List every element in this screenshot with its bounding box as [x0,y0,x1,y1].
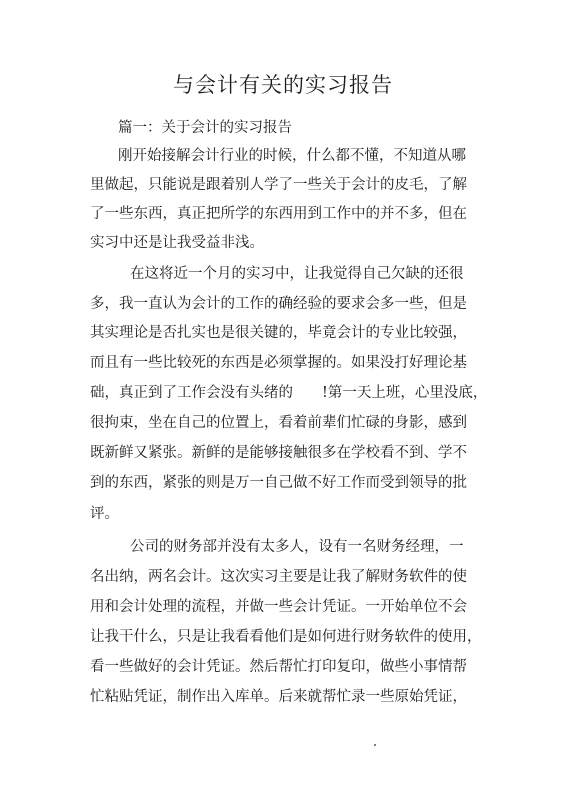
paragraph-line: 用和会计处理的流程，并做一些会计凭证。一开始单位不会 [90,599,467,615]
section-heading: 篇一：关于会计的实习报告 [118,120,292,136]
paragraph-line: 很拘束，坐在自己的位置上，看着前辈们忙碌的身影，感到 [90,415,467,431]
paragraph-line: 让我干什么，只是让我看看他们是如何进行财务软件的使用， [90,629,482,645]
paragraph-line: 公司的财务部并没有太多人，设有一名财务经理，一 [130,539,464,555]
stray-mark [374,744,376,746]
paragraph-line: 而且有一些比较死的东西是必须掌握的。如果没打好理论基 [90,355,467,371]
paragraph-line: 在这将近一个月的实习中，让我觉得自己欠缺的还很 [130,266,464,282]
paragraph-line: 名出纳，两名会计。这次实习主要是让我了解财务软件的使 [90,569,467,585]
paragraph-line: 其实理论是否扎实也是很关键的，毕竟会计的专业比较强， [90,325,467,341]
paragraph-line: 实习中还是让我受益非浅。 [90,235,264,251]
paragraph-line: 刚开始接解会计行业的时候，什么都不懂，不知道从哪 [118,148,466,164]
paragraph-line: 础，真正到了工作会没有头绪的 !第一天上班，心里没底， [90,385,488,401]
paragraph-line: 到的东西，紧张的则是万一自己做不好工作而受到领导的批 [90,475,467,491]
paragraph-line: 评。 [90,506,119,522]
paragraph-line: 既新鲜又紧张。新鲜的是能够接触很多在学校看不到、学不 [90,445,467,461]
document-title: 与会计有关的实习报告 [173,73,393,97]
paragraph-line: 了一些东西，真正把所学的东西用到工作中的并不多，但在 [90,206,467,222]
paragraph-line: 忙粘贴凭证，制作出入库单。后来就帮忙录一些原始凭证， [90,689,467,705]
paragraph-line: 看一些做好的会计凭证。然后帮忙打印复印，做些小事情帮 [90,659,467,675]
paragraph-line: 里做起，只能说是跟着别人学了一些关于会计的皮毛，了解 [90,177,467,193]
paragraph-line: 多，我一直认为会计的工作的确经验的要求会多一些，但是 [90,296,467,312]
